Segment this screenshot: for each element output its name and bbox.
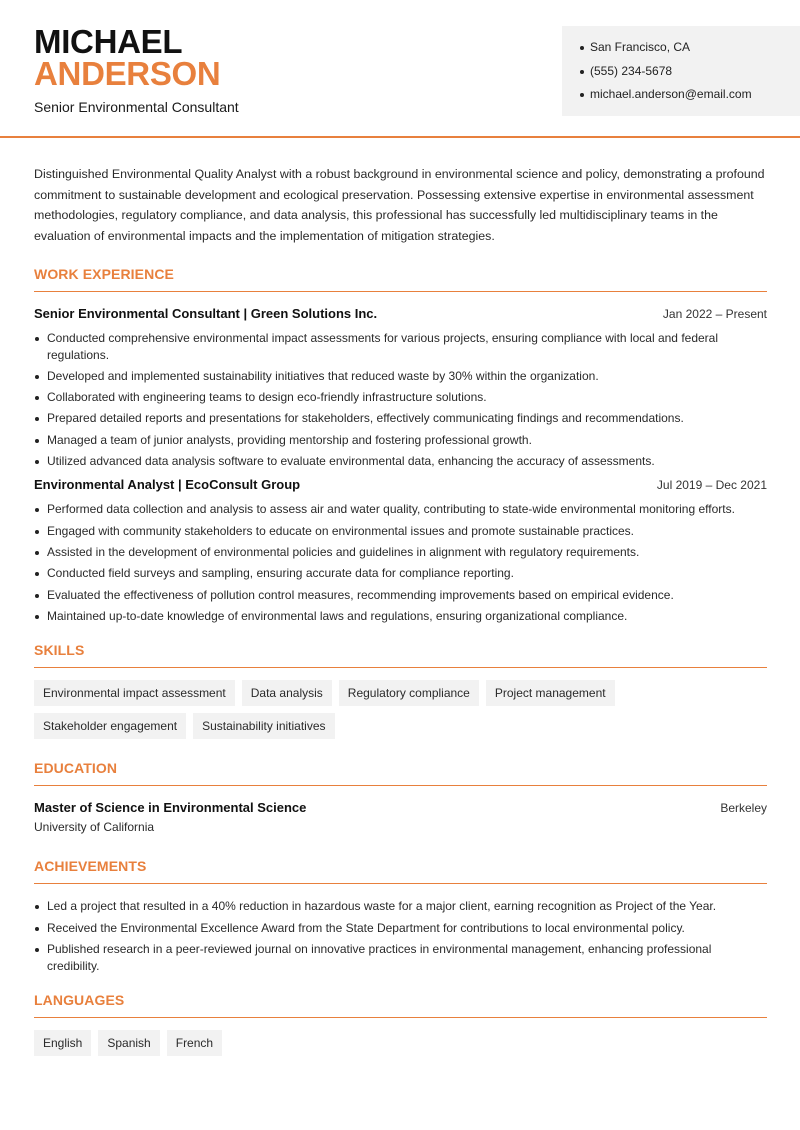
first-name: MICHAEL <box>34 23 183 60</box>
language-tag: Spanish <box>98 1030 159 1056</box>
job-entry <box>34 306 767 469</box>
achievements-list <box>34 898 767 974</box>
contact-box <box>562 26 800 116</box>
list-item: Conducted comprehensive environmental impact assessments for various projects, ensuring compliance with local and federal regulations. <box>34 330 767 363</box>
list-item: Evaluated the effectiveness of pollution control measures, recommending improvements based on empirical evidence. <box>34 587 767 604</box>
list-item: Led a project that resulted in a 40% reduction in hazardous waste for a major client, earning recognition as Project of the Year. <box>34 898 767 915</box>
skill-tag: Environmental impact assessment <box>34 680 235 706</box>
contact-phone-text: (555) 234-5678 <box>590 63 673 78</box>
name-block <box>34 23 239 115</box>
list-item: Maintained up-to-date knowledge of environmental laws and regulations, ensuring organizational compliance. <box>34 608 767 625</box>
education-degree: Master of Science in Environmental Science <box>34 800 307 816</box>
language-tag: French <box>167 1030 222 1056</box>
section-title-skills: SKILLS <box>34 642 767 668</box>
language-tag: English <box>34 1030 91 1056</box>
list-item: Published research in a peer-reviewed journal on innovative practices in environmental management, enhancing professional credibility. <box>34 941 767 974</box>
list-item: Conducted field surveys and sampling, ensuring accurate data for compliance reporting. <box>34 565 767 582</box>
skill-tag: Regulatory compliance <box>339 680 479 706</box>
section-title-work: WORK EXPERIENCE <box>34 266 767 292</box>
skill-tag: Project management <box>486 680 615 706</box>
list-item: Managed a team of junior analysts, providing mentorship and fostering professional growth. <box>34 432 767 449</box>
list-item: Received the Environmental Excellence Award from the State Department for contributions to local environmental policy. <box>34 920 767 937</box>
job-bullets <box>34 330 767 469</box>
summary: Distinguished Environmental Quality Analyst with a robust background in environmental science and policy, demonstrating a profound commitment to sustainable development and ecological preservation. Possessing extensive expertise in environmental assessment methodologies, regulatory compliance, and data analysis, this professional has successfully led multidisciplinary teams in the evaluation of environmental impacts and the implementation of mitigation strategies. <box>34 167 765 243</box>
section-title-achievements: ACHIEVEMENTS <box>34 858 767 884</box>
job-bullets <box>34 501 767 624</box>
bullet-icon <box>580 93 584 97</box>
job-role: Environmental Analyst | EcoConsult Group <box>34 477 301 493</box>
job-dates: Jul 2019 – Dec 2021 <box>656 478 767 493</box>
resume-content <box>34 164 767 1063</box>
section-title-languages: LANGUAGES <box>34 992 767 1018</box>
education-entry <box>34 800 767 834</box>
contact-email-text: michael.anderson@email.com <box>590 87 752 101</box>
job-entry <box>34 477 767 624</box>
contact-email <box>580 87 800 111</box>
resume-header <box>0 0 800 138</box>
education-location: Berkeley <box>720 801 767 816</box>
contact-location-text: San Francisco, CA <box>590 40 691 54</box>
list-item: Collaborated with engineering teams to design eco-friendly infrastructure solutions. <box>34 389 767 406</box>
education-school: University of California <box>34 820 155 835</box>
job-title: Senior Environmental Consultant <box>34 99 239 115</box>
skill-tag: Stakeholder engagement <box>34 713 186 739</box>
bullet-icon <box>580 46 584 50</box>
language-tags <box>34 1030 767 1063</box>
list-item: Utilized advanced data analysis software to evaluate environmental data, enhancing the accuracy of assessments. <box>34 453 767 470</box>
bullet-icon <box>580 70 584 74</box>
list-item: Assisted in the development of environmental policies and guidelines in alignment with regulatory requirements. <box>34 544 767 561</box>
job-dates: Jan 2022 – Present <box>662 307 767 321</box>
contact-location <box>580 40 800 64</box>
skills-tags <box>34 680 767 746</box>
list-item: Prepared detailed reports and presentations for stakeholders, effectively communicating findings and recommendations. <box>34 410 767 427</box>
list-item: Developed and implemented sustainability initiatives that reduced waste by 30% within the organization. <box>34 368 767 385</box>
contact-phone <box>580 64 800 88</box>
last-name: ANDERSON <box>34 55 221 92</box>
list-item: Performed data collection and analysis to assess air and water quality, contributing to state-wide environmental monitoring efforts. <box>34 501 767 518</box>
skill-tag: Sustainability initiatives <box>193 713 334 739</box>
skill-tag: Data analysis <box>242 680 332 706</box>
section-title-education: EDUCATION <box>34 760 767 786</box>
job-role: Senior Environmental Consultant | Green Solutions Inc. <box>34 306 378 321</box>
list-item: Engaged with community stakeholders to educate on environmental issues and promote sustainable practices. <box>34 523 767 540</box>
